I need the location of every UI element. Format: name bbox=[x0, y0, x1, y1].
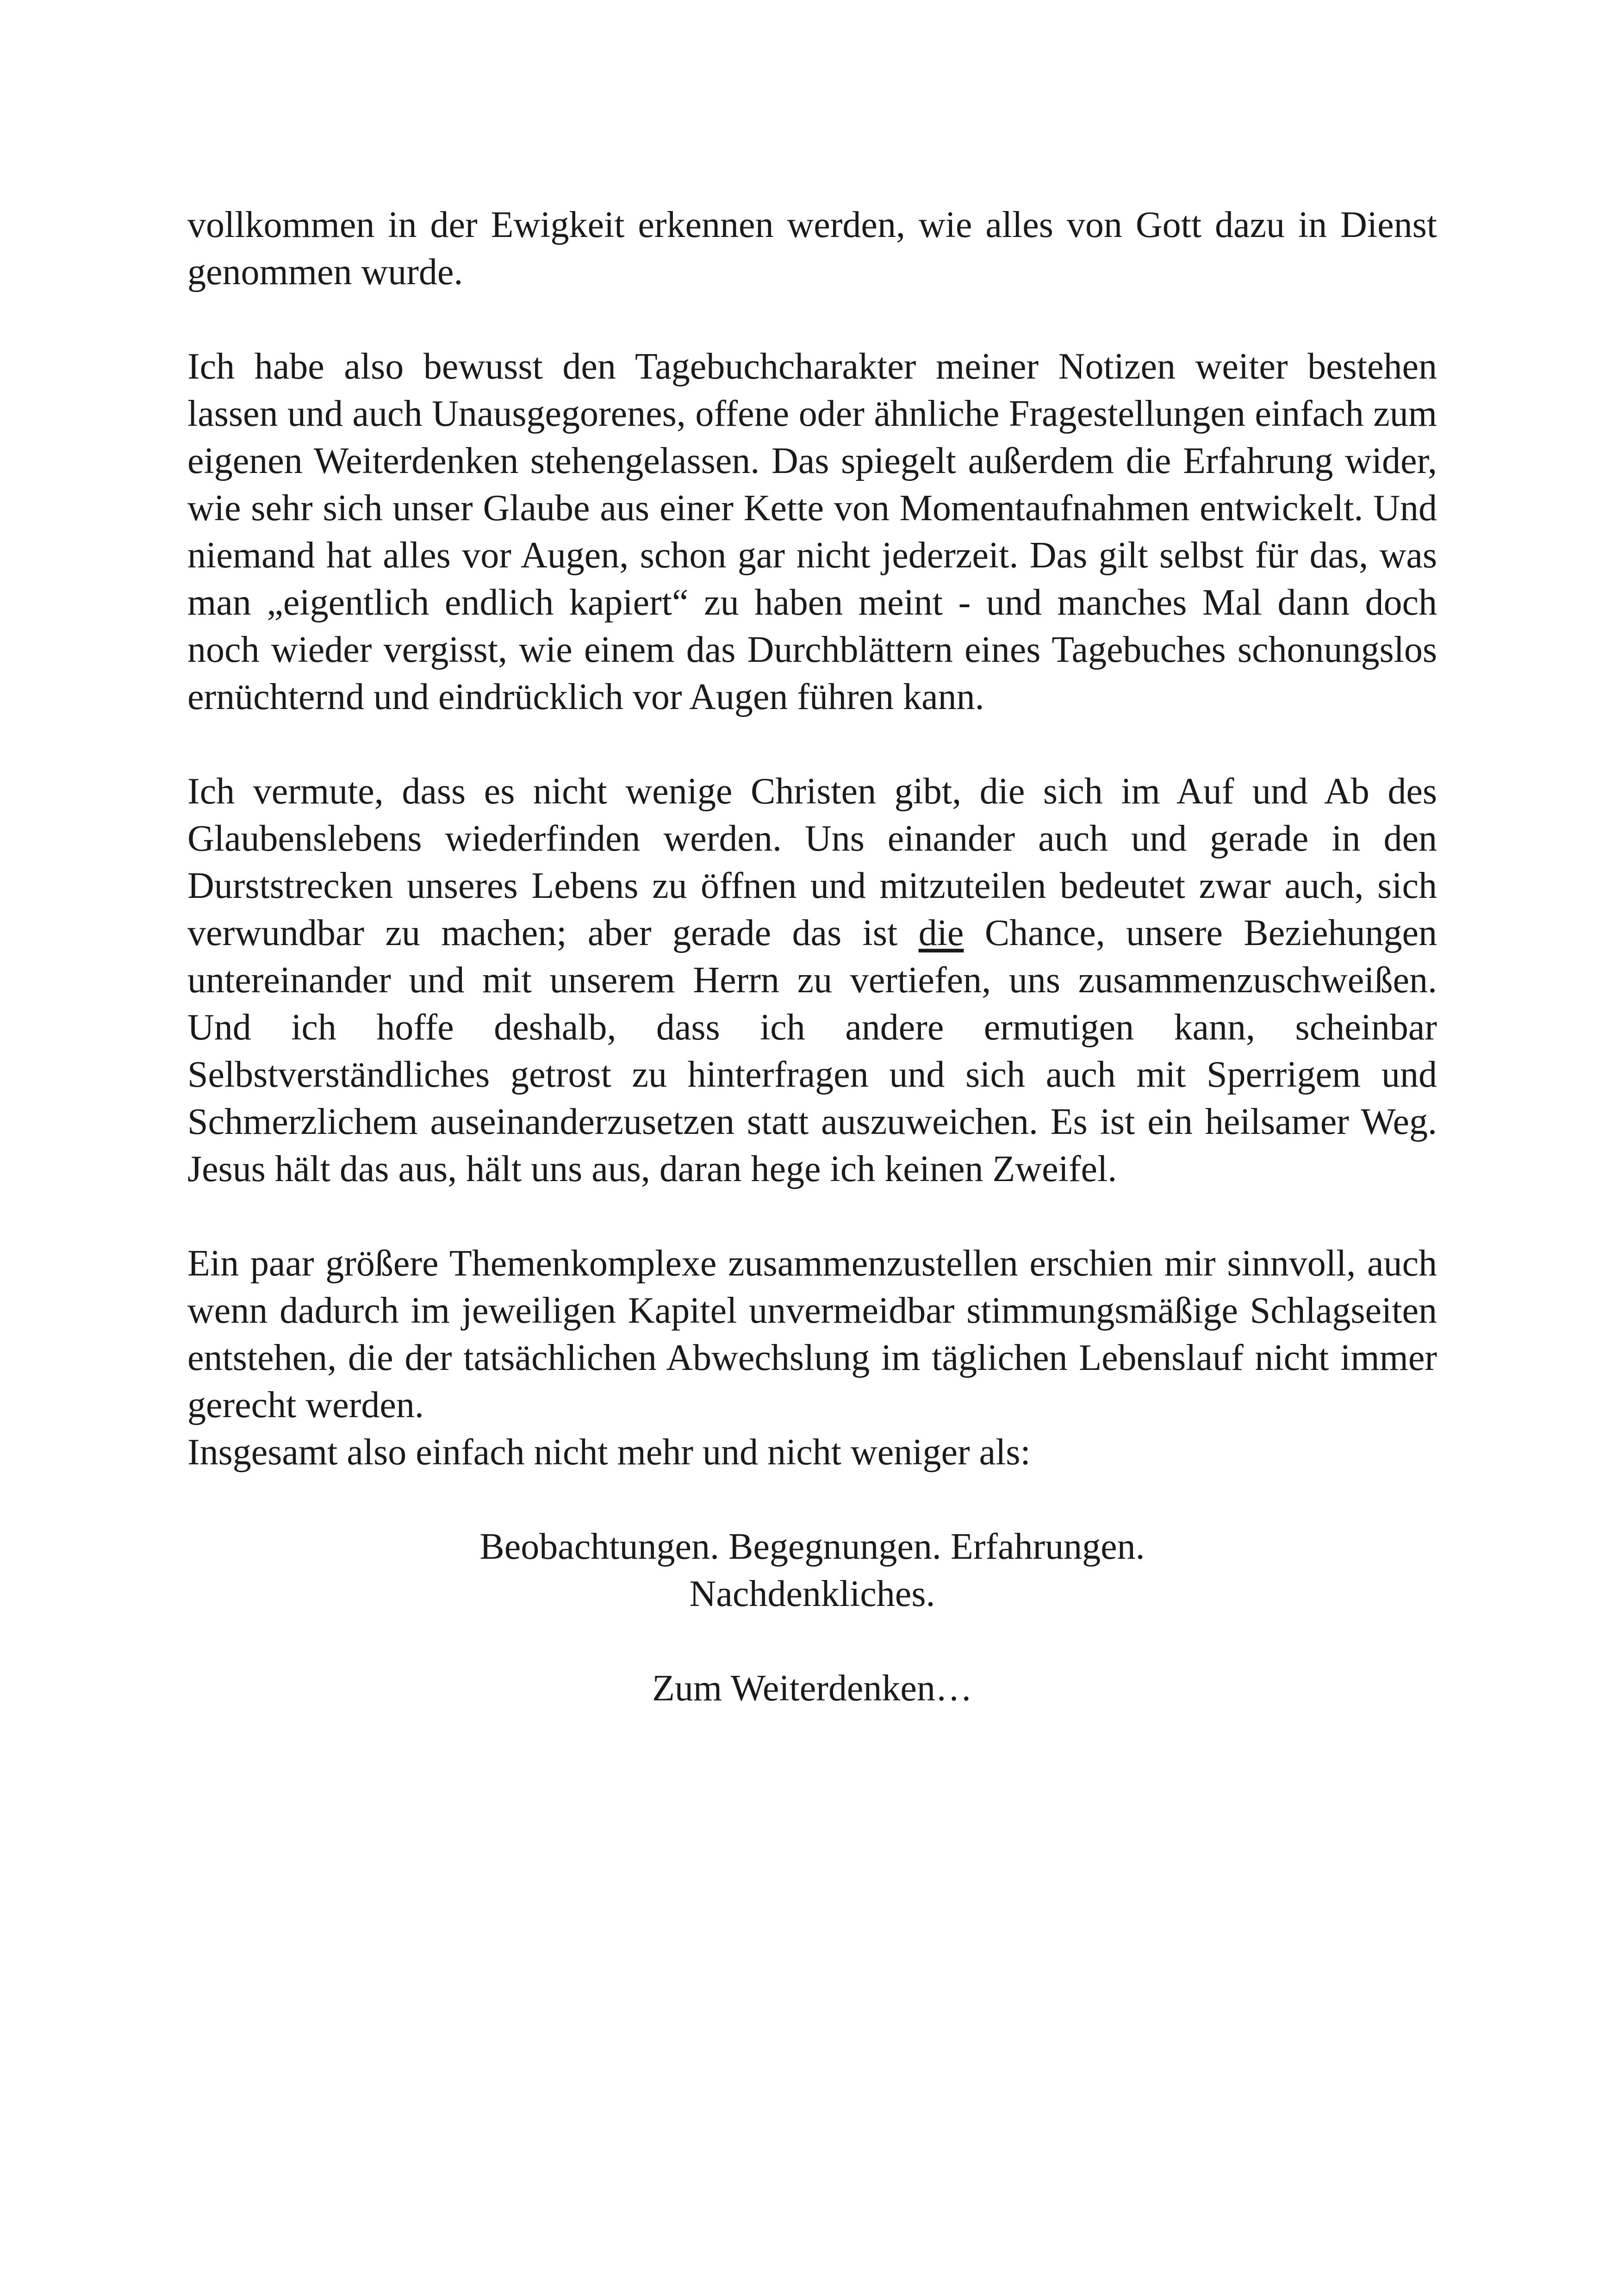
centered-line-3: Zum Weiterdenken… bbox=[652, 1668, 972, 1709]
paragraph-4: Ein paar größere Themenkomplexe zusammenzustellen erschien mir sinnvoll, auch wenn dadurch im jeweiligen Kapitel unvermeidbar stimmungsmäßige Schlagseiten entstehen, die der tatsächlichen Abwechslung im täglichen Lebenslauf nicht immer gerecht werden. bbox=[187, 1243, 1437, 1425]
underlined-word: die bbox=[918, 913, 964, 953]
paragraph-2: Ich habe also bewusst den Tagebuchcharakter meiner Notizen weiter bestehen lassen und auch Unausgegorenes, offene oder ähnliche Fragestellungen einfach zum eigenen Weiterdenken stehengelassen. Das spiegelt außerdem die Erfahrung wider, wie sehr sich unser Glaube aus einer Kette von Momentaufnahmen entwickelt. Und niemand hat alles vor Augen, schon gar nicht jederzeit. Das gilt selbst für das, was man „eigentlich endlich kapiert“ zu haben meint - und manches Mal dann doch noch wieder vergisst, wie einem das Durchblättern eines Tagebuches schonungslos ernüchternd und eindrücklich vor Augen führen kann. bbox=[187, 346, 1437, 717]
paragraph-3 bbox=[187, 768, 1437, 1193]
body-text bbox=[187, 201, 1437, 1712]
paragraph-5: Insgesamt also einfach nicht mehr und nicht weniger als: bbox=[187, 1432, 1031, 1473]
centered-line-2: Nachdenkliches. bbox=[689, 1574, 935, 1614]
paragraph-1: vollkommen in der Ewigkeit erkennen werden, wie alles von Gott dazu in Dienst genommen wurde. bbox=[187, 205, 1437, 292]
centered-line-1: Beobachtungen. Begegnungen. Erfahrungen. bbox=[479, 1526, 1145, 1567]
paragraph-3-after: Chance, unsere Beziehungen untereinander und mit unserem Herrn zu vertiefen, uns zusammenzuschweißen. Und ich hoffe deshalb, dass ich andere ermutigen kann, scheinbar Selbstverständliches getrost zu hinterfragen und sich auch mit Sperrigem und Schmerzlichem auseinanderzusetzen statt auszuweichen. Es ist ein heilsamer Weg. Jesus hält das aus, hält uns aus, daran hege ich keinen Zweifel. bbox=[187, 913, 1437, 1189]
paragraph-3-before: Ich vermute, dass es nicht wenige Christen gibt, die sich im Auf und Ab des Glaubenslebens wiederfinden werden. Uns einander auch und gerade in den Durststrecken unseres Lebens zu öffnen und mitzuteilen bedeutet zwar auch, sich verwundbar zu machen; aber gerade das ist bbox=[187, 771, 1437, 953]
